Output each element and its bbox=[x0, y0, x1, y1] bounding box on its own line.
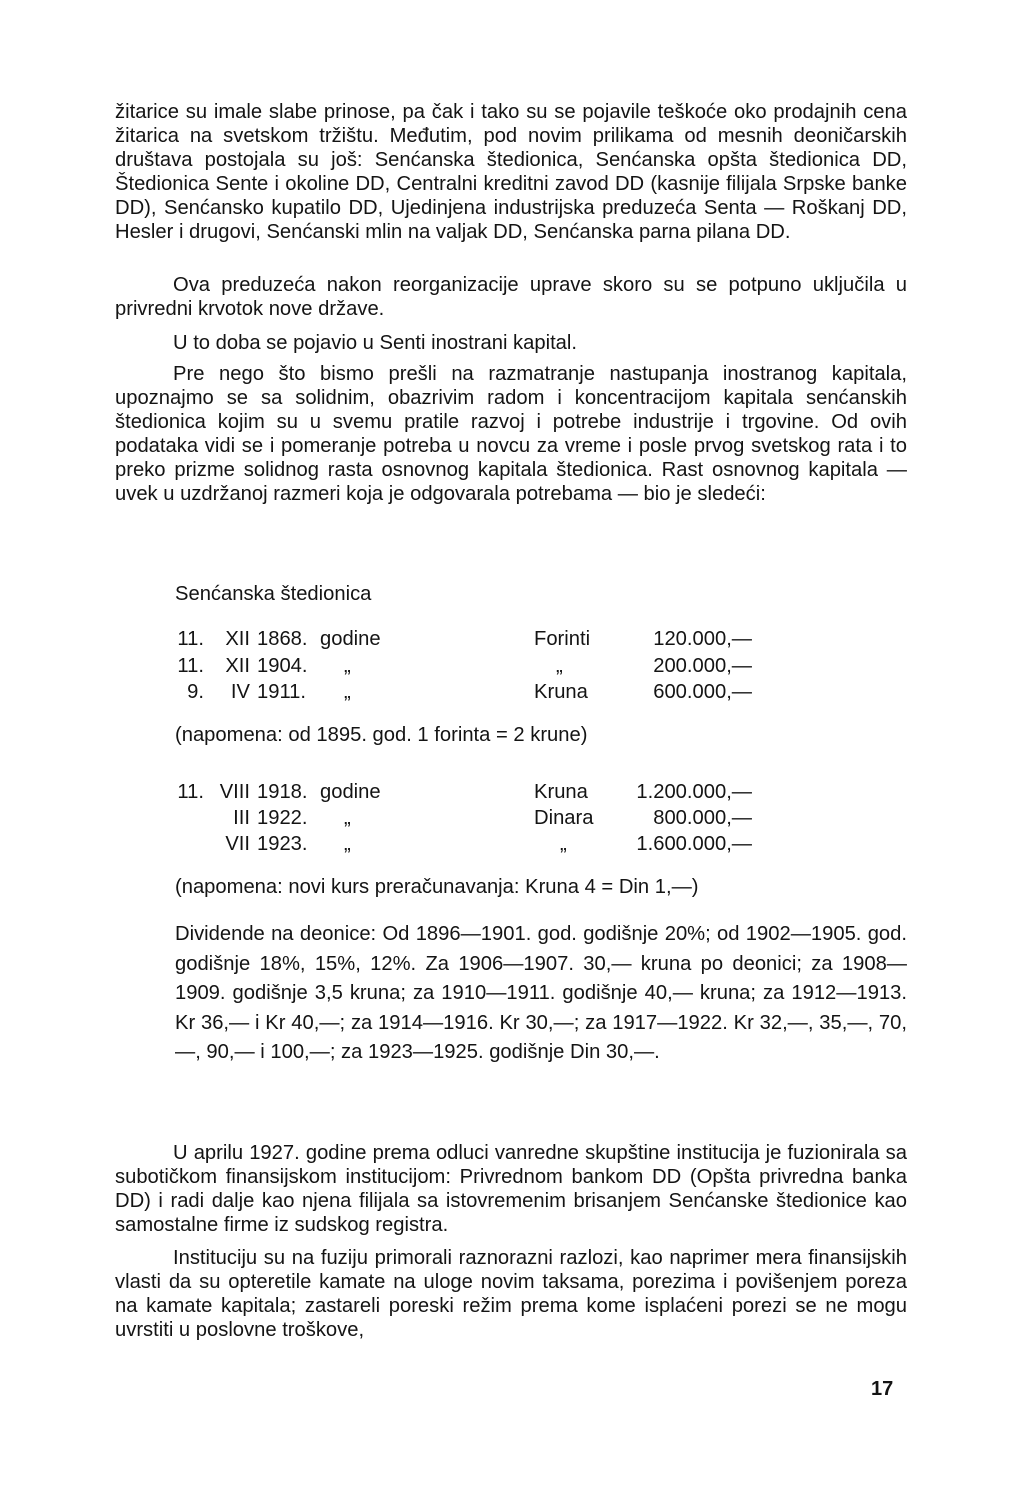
paragraph-dividends: Dividende na deonice: Od 1896—1901. god. godišnje 20%; od 1902—1905. god. godišnje 18%, 15%, 12%. Za 1906—1907. 30,— kruna po deonici; za 1908—1909. godišnje 3,5 kruna; za 1910—1911. godišnje 40,— kruna; za 1912—1913. Kr 36,— i Kr 40,—; za 1914—1916. Kr 30,—; za 1917—1922. Kr 32,—, 35,—, 70,—, 90,— i 100,—; za 1923—1925. godišnje Din 30,—. bbox=[175, 923, 907, 1063]
row-amount: 1.600.000,— bbox=[636, 833, 752, 855]
table-row bbox=[0, 627, 1024, 651]
note-conversion-forint: (napomena: od 1895. god. 1 forinta = 2 krune) bbox=[175, 724, 588, 746]
table-row bbox=[0, 654, 1024, 678]
note-conversion-dinar: (napomena: novi kurs preračunavanja: Kruna 4 = Din 1,—) bbox=[175, 876, 699, 898]
row-amount: 1.200.000,— bbox=[636, 781, 752, 803]
paragraph-merger-reasons: Instituciju su na fuziju primorali raznorazni razlozi, kao naprimer mera finansijskih vlasti da su opteretile kamate na uloge novim taksama, porezima i povišenjem poreza na kamate kapitala; zastareli poreski režim prema kome isplaćeni porezi se ne mogu uvrstiti u poslovne troškove, bbox=[115, 1247, 907, 1341]
row-day: 11. bbox=[177, 781, 204, 803]
paragraph-capital-growth: Pre nego što bismo prešli na razmatranje nastupanja inostranog kapitala, upoznajmo se sa solidnim, obazrivim radom i koncentracijom kapitala senćanskih štedionica kojim su u svemu pratile razvoj i potrebe industrije i trgovine. Od ovih podataka vidi se i pomeranje potreba u novcu za vreme i posle prvog svetskog rata i to preko prizme solidnog rasta osnovnog kapitala štedionica. Rast osnovnog kapitala — uvek u uzdržanoj razmeri koja je odgovarala potrebama — bio je sledeći: bbox=[115, 363, 907, 505]
row-label: „ bbox=[344, 655, 351, 677]
row-label: godine bbox=[320, 781, 381, 803]
row-label: „ bbox=[344, 833, 351, 855]
row-amount: 600.000,— bbox=[653, 681, 752, 703]
row-year: 1923. bbox=[257, 833, 308, 855]
page-number: 17 bbox=[871, 1378, 894, 1400]
row-day: 9. bbox=[187, 681, 204, 703]
paragraph-foreign-capital: U to doba se pojavio u Senti inostrani kapital. bbox=[173, 332, 577, 354]
row-currency: Kruna bbox=[534, 681, 588, 703]
row-year: 1904. bbox=[257, 655, 308, 677]
row-year: 1911. bbox=[257, 681, 307, 703]
row-month: XII bbox=[225, 628, 250, 650]
row-currency: „ bbox=[556, 655, 563, 677]
row-label: „ bbox=[344, 681, 351, 703]
row-month: VIII bbox=[219, 781, 250, 803]
table-row bbox=[0, 832, 1024, 856]
row-currency: Dinara bbox=[534, 807, 594, 829]
paragraph-grain-companies: žitarice su imale slabe prinose, pa čak i tako su se pojavile teškoće oko prodajnih cena žitarica na svetskom tržištu. Međutim, pod novim prilikama od mesnih deoničarskih društava postojala su još: Senćanska štedionica, Senćanska opšta štedionica DD, Štedionica Sente i okoline DD, Centralni kreditni zavod DD (kasnije filijala Srpske banke DD), Senćansko kupatilo DD, Ujedinjena industrijska preduzeća Senta — Roškanj DD, Hesler i drugovi, Senćanski mlin na valjak DD, Senćanska parna pilana DD. bbox=[115, 101, 907, 243]
row-amount: 120.000,— bbox=[653, 628, 752, 650]
table-row bbox=[0, 780, 1024, 804]
row-amount: 800.000,— bbox=[653, 807, 752, 829]
row-currency: Kruna bbox=[534, 781, 588, 803]
table-row bbox=[0, 806, 1024, 830]
row-day: 11. bbox=[177, 655, 204, 677]
row-label: godine bbox=[320, 628, 381, 650]
row-currency: „ bbox=[560, 833, 567, 855]
row-amount: 200.000,— bbox=[653, 655, 752, 677]
table-row bbox=[0, 680, 1024, 704]
row-year: 1918. bbox=[257, 781, 308, 803]
row-month: III bbox=[233, 807, 250, 829]
paragraph-merger: U aprilu 1927. godine prema odluci vanredne skupštine institucija je fuzionirala sa subotičkom finansijskom institucijom: Privrednom bankom DD (Opšta privredna banka DD) i radi dalje kao njena filijala sa istovremenim brisanjem Senćanske štedionice kao samostalne firme iz sudskog registra. bbox=[115, 1142, 907, 1236]
row-month: IV bbox=[230, 681, 250, 703]
section-title: Senćanska štedionica bbox=[175, 583, 372, 605]
row-month: XII bbox=[225, 655, 250, 677]
row-year: 1868. bbox=[257, 628, 308, 650]
row-currency: Forinti bbox=[534, 628, 591, 650]
row-day: 11. bbox=[177, 628, 204, 650]
row-year: 1922. bbox=[257, 807, 308, 829]
row-label: „ bbox=[344, 807, 351, 829]
row-month: VII bbox=[225, 833, 250, 855]
paragraph-reorganization: Ova preduzeća nakon reorganizacije uprave skoro su se potpuno uključila u privredni krvotok nove države. bbox=[115, 274, 907, 320]
